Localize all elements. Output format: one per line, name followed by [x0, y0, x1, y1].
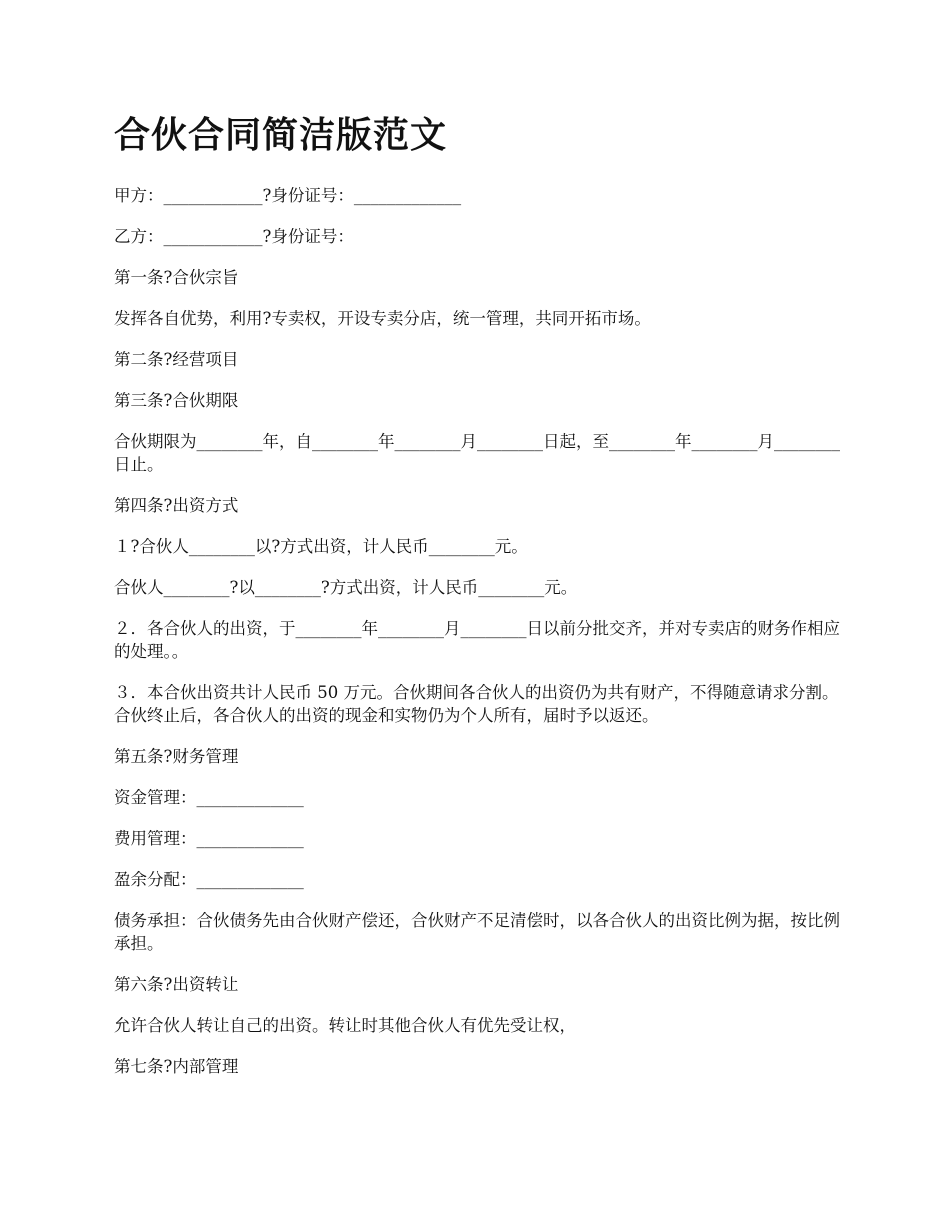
fund-management-line: 资金管理：_____________: [114, 788, 304, 807]
party-a-line: 甲方：____________?身份证号：_____________: [114, 186, 462, 205]
article-4-item-1b: 合伙人________?以________?方式出资，计人民币________元。: [114, 578, 578, 597]
article-3-body: 合伙期限为________年，自________年________月________日起，至________年________月________日止。: [114, 432, 840, 474]
debt-liability-paragraph: 债务承担：合伙债务先由合伙财产偿还，合伙财产不足清偿时，以各合伙人的出资比例为据，按比例承担。: [114, 911, 840, 953]
article-7-heading: 第七条?内部管理: [114, 1057, 239, 1076]
article-6-heading: 第六条?出资转让: [114, 975, 239, 994]
expense-management-line: 费用管理：_____________: [114, 829, 304, 848]
article-3-heading: 第三条?合伙期限: [114, 391, 239, 410]
surplus-distribution-line: 盈余分配：_____________: [114, 870, 304, 889]
article-1-heading: 第一条?合伙宗旨: [114, 268, 239, 287]
party-b-line: 乙方：____________?身份证号：: [114, 227, 354, 246]
article-5-heading: 第五条?财务管理: [114, 747, 239, 766]
article-4-item-2: ２．各合伙人的出资，于________年________月________日以前分批交齐，并对专卖店的财务作相应的处理。。: [114, 619, 840, 661]
article-4-item-1: １?合伙人________以?方式出资，计人民币________元。: [114, 537, 528, 556]
article-4-heading: 第四条?出资方式: [114, 496, 239, 515]
article-2-heading: 第二条?经营项目: [114, 350, 239, 369]
document-title: 合伙合同简洁版范文: [114, 115, 448, 156]
article-1-body: 发挥各自优势，利用?专卖权，开设专卖分店，统一管理，共同开拓市场。: [114, 309, 651, 328]
document-page: [114, 112, 844, 1096]
article-4-item-3: ３．本合伙出资共计人民币 50 万元。合伙期间各合伙人的出资仍为共有财产，不得随意请求分割。合伙终止后，各合伙人的出资的现金和实物仍为个人所有，届时予以返还。: [114, 683, 839, 725]
article-6-body: 允许合伙人转让自己的出资。转让时其他合伙人有优先受让权，: [114, 1016, 576, 1035]
